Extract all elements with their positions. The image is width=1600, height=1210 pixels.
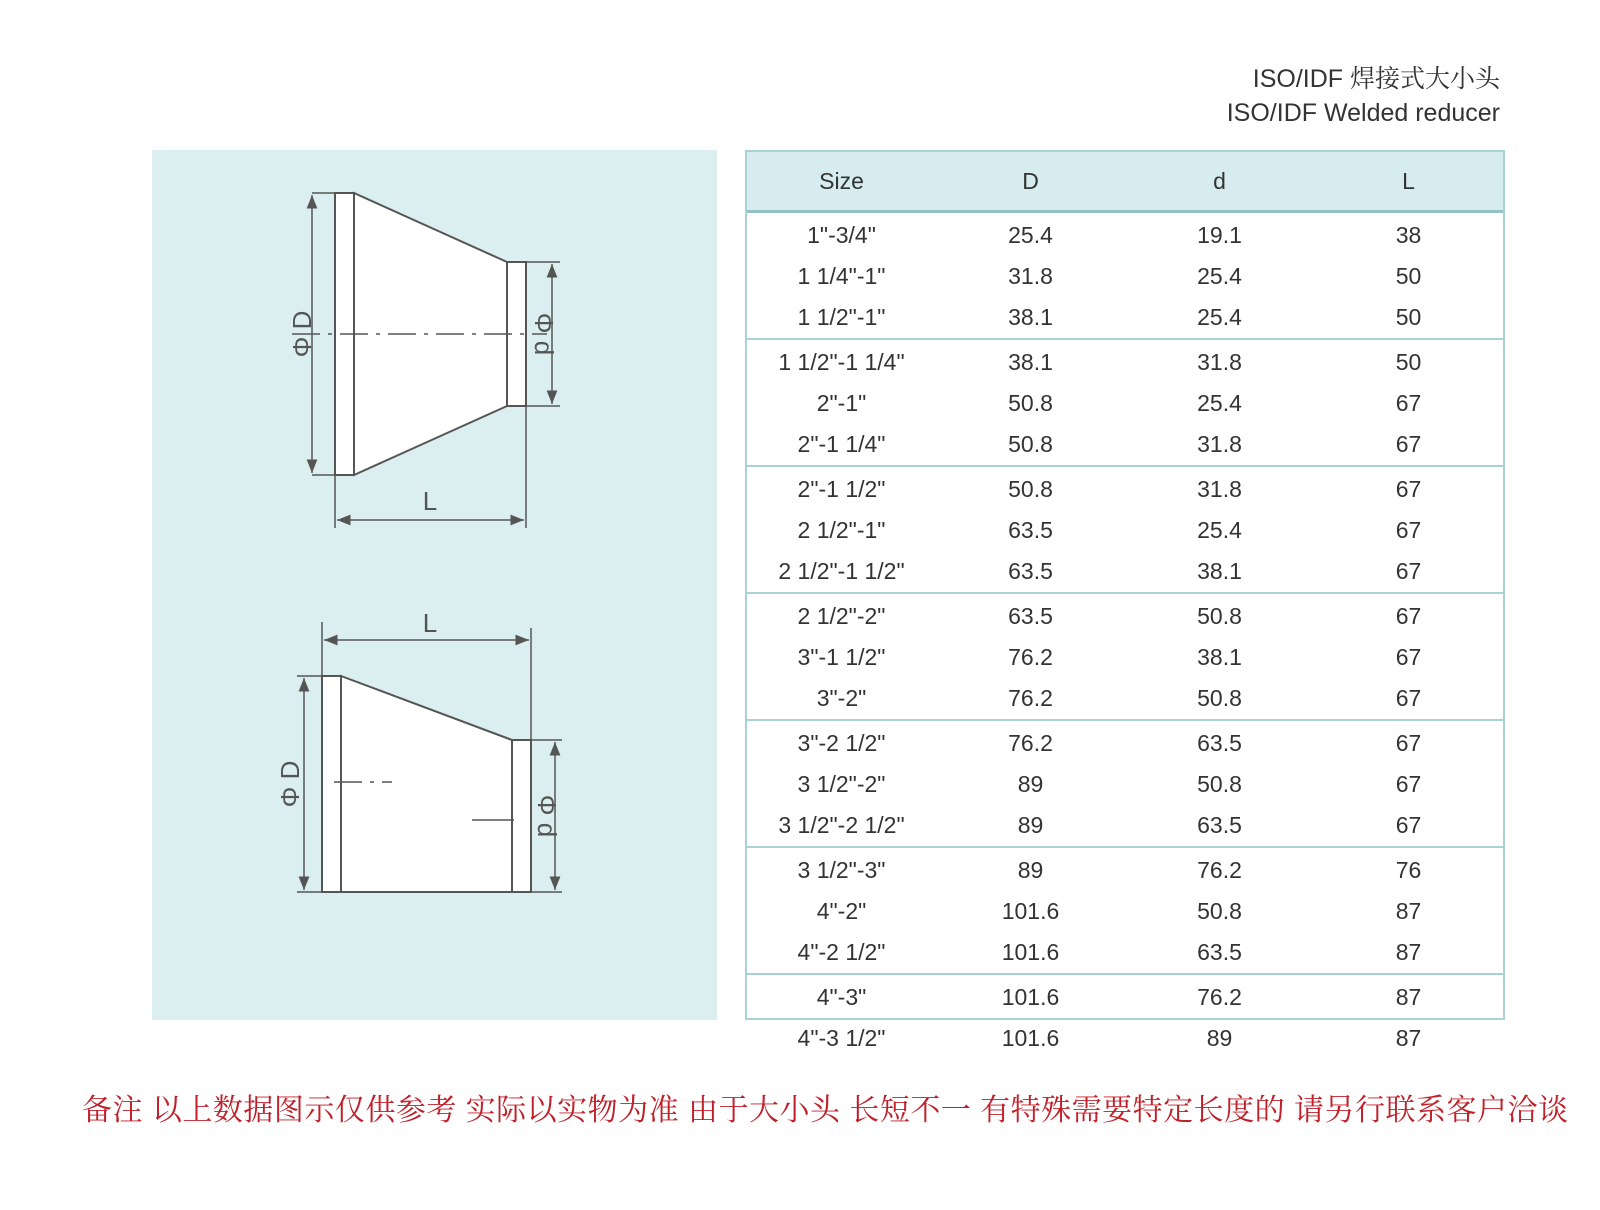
table-row: [747, 1018, 1503, 1059]
cell-d: 31.8: [1197, 431, 1242, 457]
cell-size: 3"-2": [816, 685, 867, 711]
cell-D: 76.2: [1008, 644, 1053, 670]
cell-size: 2"-1 1/4": [797, 431, 886, 457]
cell-D: 101.6: [1001, 984, 1060, 1010]
header-d: d: [1213, 167, 1226, 194]
cell-size: 1"-3/4": [807, 222, 876, 248]
cell-d: 31.8: [1197, 476, 1242, 502]
cell-L: 67: [1395, 603, 1422, 629]
table-row: [747, 342, 1503, 383]
table-row: [747, 764, 1503, 805]
cell-size: 2"-1 1/2": [797, 476, 886, 502]
cell-L: 50: [1395, 304, 1422, 330]
cell-d: 50.8: [1197, 898, 1242, 924]
table-row: [747, 596, 1503, 637]
table-row: [747, 510, 1503, 551]
cell-L: 67: [1395, 685, 1422, 711]
cell-size: 3 1/2"-2": [797, 771, 886, 797]
cell-d: 50.8: [1197, 685, 1242, 711]
concentric-label-L: L: [422, 486, 438, 516]
cell-D: 101.6: [1001, 939, 1060, 965]
table-header: [747, 152, 1503, 213]
cell-d: 38.1: [1197, 558, 1242, 584]
cell-size: 2"-1": [816, 390, 867, 416]
cell-d: 31.8: [1197, 349, 1242, 375]
cell-size: 2 1/2"-1 1/2": [778, 558, 905, 584]
cell-D: 76.2: [1008, 685, 1053, 711]
cell-D: 50.8: [1008, 390, 1053, 416]
table-row: [747, 469, 1503, 510]
title-zh: ISO/IDF 焊接式大小头: [1252, 65, 1500, 93]
table-row: [747, 678, 1503, 719]
concentric-label-D: Φ D: [286, 310, 317, 358]
cell-D: 25.4: [1008, 222, 1053, 248]
cell-size: 4"-2 1/2": [797, 939, 886, 965]
cell-D: 31.8: [1008, 263, 1053, 289]
cell-size: 1 1/4"-1": [797, 263, 886, 289]
cell-L: 67: [1395, 476, 1422, 502]
concentric-label-d: Φ d: [529, 312, 560, 356]
cell-d: 25.4: [1197, 390, 1242, 416]
cell-d: 50.8: [1197, 603, 1242, 629]
table-row: [747, 297, 1503, 338]
cell-L: 67: [1395, 812, 1422, 838]
cell-D: 89: [1017, 771, 1044, 797]
cell-L: 67: [1395, 558, 1422, 584]
cell-L: 76: [1395, 857, 1422, 883]
cell-size: 2 1/2"-2": [797, 603, 886, 629]
header-D: D: [1022, 167, 1039, 194]
row-group: [747, 848, 1503, 975]
title-en: ISO/IDF Welded reducer: [1226, 99, 1500, 127]
cell-d: 89: [1206, 1025, 1233, 1051]
cell-d: 25.4: [1197, 517, 1242, 543]
cell-d: 63.5: [1197, 730, 1242, 756]
table-row: [747, 850, 1503, 891]
table-row: [747, 551, 1503, 592]
cell-size: 1 1/2"-1 1/4": [778, 349, 905, 375]
row-group: [747, 721, 1503, 848]
reducer-drawings: [152, 150, 717, 1020]
cell-L: 87: [1395, 984, 1422, 1010]
eccentric-label-D: Φ D: [274, 760, 305, 808]
cell-L: 67: [1395, 431, 1422, 457]
table-row: [747, 723, 1503, 764]
cell-d: 38.1: [1197, 644, 1242, 670]
footnote: 备注 以上数据图示仅供参考 实际以实物为准 由于大小头 长短不一 有特殊需要特定长度的 请另行联系客户洽谈: [82, 1094, 1569, 1127]
eccentric-label-d: Φ d: [532, 794, 563, 838]
eccentric-label-L: L: [422, 608, 438, 638]
cell-L: 50: [1395, 263, 1422, 289]
concentric-reducer-drawing: [292, 193, 560, 528]
eccentric-reducer-drawing: [297, 622, 562, 892]
table-row: [747, 383, 1503, 424]
cell-d: 63.5: [1197, 812, 1242, 838]
cell-D: 38.1: [1008, 349, 1053, 375]
cell-size: 3 1/2"-3": [797, 857, 886, 883]
cell-D: 63.5: [1008, 558, 1053, 584]
cell-d: 63.5: [1197, 939, 1242, 965]
row-group: [747, 213, 1503, 340]
cell-L: 67: [1395, 517, 1422, 543]
cell-D: 50.8: [1008, 476, 1053, 502]
cell-size: 1 1/2"-1": [797, 304, 886, 330]
cell-d: 76.2: [1197, 857, 1242, 883]
cell-size: 3"-1 1/2": [797, 644, 886, 670]
cell-D: 101.6: [1001, 1025, 1060, 1051]
cell-D: 63.5: [1008, 517, 1053, 543]
cell-L: 87: [1395, 898, 1422, 924]
table-body: [747, 213, 1503, 1059]
cell-size: 4"-3 1/2": [797, 1025, 886, 1051]
table-row: [747, 256, 1503, 297]
cell-d: 76.2: [1197, 984, 1242, 1010]
cell-d: 25.4: [1197, 263, 1242, 289]
cell-size: 4"-3": [816, 984, 867, 1010]
cell-D: 76.2: [1008, 730, 1053, 756]
cell-size: 4"-2": [816, 898, 867, 924]
cell-D: 63.5: [1008, 603, 1053, 629]
cell-D: 89: [1017, 857, 1044, 883]
row-group: [747, 467, 1503, 594]
cell-size: 2 1/2"-1": [797, 517, 886, 543]
table-row: [747, 932, 1503, 973]
table-row: [747, 637, 1503, 678]
table-row: [747, 891, 1503, 932]
cell-L: 50: [1395, 349, 1422, 375]
row-group: [747, 975, 1503, 1059]
cell-L: 67: [1395, 771, 1422, 797]
row-group: [747, 340, 1503, 467]
table-row: [747, 805, 1503, 846]
table-row: [747, 215, 1503, 256]
cell-L: 67: [1395, 730, 1422, 756]
cell-d: 50.8: [1197, 771, 1242, 797]
cell-D: 89: [1017, 812, 1044, 838]
table-row: [747, 977, 1503, 1018]
dimension-table: [745, 150, 1505, 1051]
cell-L: 38: [1395, 222, 1422, 248]
cell-D: 50.8: [1008, 431, 1053, 457]
header-size: Size: [819, 167, 864, 194]
cell-D: 101.6: [1001, 898, 1060, 924]
cell-size: 3 1/2"-2 1/2": [778, 812, 905, 838]
drawing-panel: [152, 150, 717, 1020]
cell-D: 38.1: [1008, 304, 1053, 330]
cell-d: 25.4: [1197, 304, 1242, 330]
table-row: [747, 424, 1503, 465]
title-block: [1227, 62, 1500, 130]
cell-L: 87: [1395, 939, 1422, 965]
cell-L: 87: [1395, 1025, 1422, 1051]
cell-d: 19.1: [1197, 222, 1242, 248]
cell-size: 3"-2 1/2": [797, 730, 886, 756]
header-L: L: [1402, 167, 1415, 194]
row-group: [747, 594, 1503, 721]
cell-L: 67: [1395, 390, 1422, 416]
cell-L: 67: [1395, 644, 1422, 670]
